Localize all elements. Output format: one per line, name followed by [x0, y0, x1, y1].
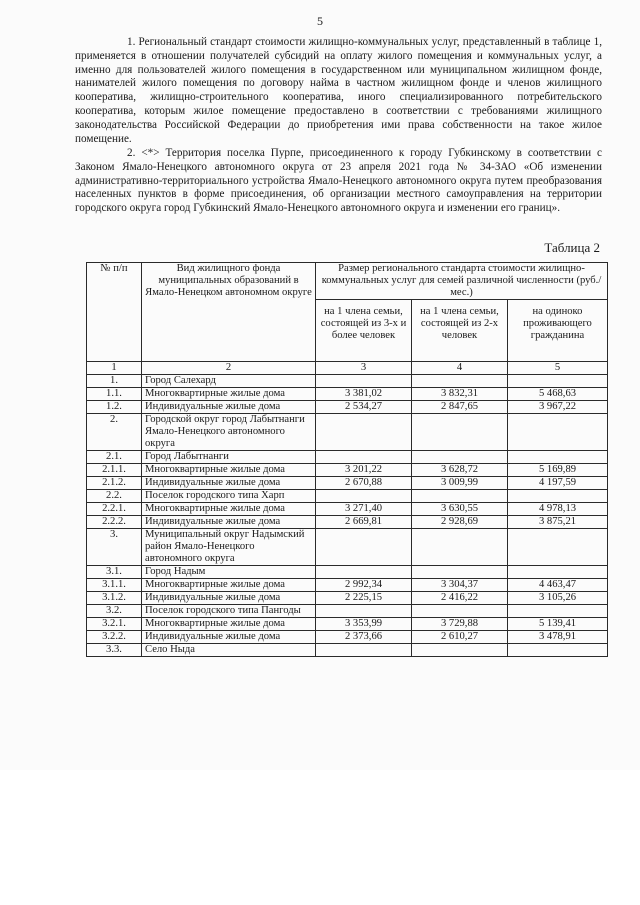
row-name: Индивидуальные жилые дома — [142, 477, 316, 490]
value-single: 3 875,21 — [508, 516, 608, 529]
row-name: Город Лабытнанги — [142, 451, 316, 464]
row-number: 2.1. — [87, 451, 142, 464]
row-name: Поселок городского типа Харп — [142, 490, 316, 503]
row-name: Многоквартирные жилые дома — [142, 579, 316, 592]
table-row — [87, 529, 608, 566]
value-single — [508, 375, 608, 388]
value-2: 2 847,65 — [412, 401, 508, 414]
value-single — [508, 605, 608, 618]
value-3plus — [316, 414, 412, 451]
value-2: 3 009,99 — [412, 477, 508, 490]
value-3plus: 2 669,81 — [316, 516, 412, 529]
table-row — [87, 401, 608, 414]
paragraph-2: 2. <*> Территория поселка Пурпе, присоединенного к городу Губкинскому в соответствии с Законом Ямало-Ненецкого автономного округа от 23 апреля 2021 года № 34-ЗАО «Об изменении административно-территориального устройства Ямало-Ненецкого автономного округа путем преобразования населенных пунктов в форме присоединения, об организации местного самоуправления на территории городского округа город Губкинский Ямало-Ненецкого автономного округа и изменении его границ». — [75, 147, 602, 215]
row-name: Муниципальный округ Надымский район Ямало-Ненецкого автономного округа — [142, 529, 316, 566]
table-row — [87, 592, 608, 605]
value-single: 5 468,63 — [508, 388, 608, 401]
row-name: Поселок городского типа Пангоды — [142, 605, 316, 618]
value-2: 3 304,37 — [412, 579, 508, 592]
header-sub-3: на одиноко проживающего гражданина — [508, 300, 608, 362]
value-single — [508, 529, 608, 566]
value-single: 4 463,47 — [508, 579, 608, 592]
table-row — [87, 516, 608, 529]
value-3plus — [316, 490, 412, 503]
header-num: № п/п — [87, 263, 142, 362]
value-2: 3 628,72 — [412, 464, 508, 477]
row-name: Многоквартирные жилые дома — [142, 618, 316, 631]
row-number: 3.1. — [87, 566, 142, 579]
value-3plus: 3 201,22 — [316, 464, 412, 477]
value-single: 3 967,22 — [508, 401, 608, 414]
value-2 — [412, 529, 508, 566]
table-row — [87, 375, 608, 388]
value-2: 3 630,55 — [412, 503, 508, 516]
standards-table — [86, 262, 608, 657]
value-2: 3 729,88 — [412, 618, 508, 631]
table-row — [87, 464, 608, 477]
row-number: 2. — [87, 414, 142, 451]
header-sub-1: на 1 члена семьи, состоящей из 3-х и более человек — [316, 300, 412, 362]
row-number: 1.2. — [87, 401, 142, 414]
table-row — [87, 503, 608, 516]
value-3plus: 2 225,15 — [316, 592, 412, 605]
table-row — [87, 618, 608, 631]
value-3plus — [316, 375, 412, 388]
row-name: Индивидуальные жилые дома — [142, 516, 316, 529]
index-cell: 1 — [87, 362, 142, 375]
row-number: 3.2. — [87, 605, 142, 618]
row-number: 2.2.1. — [87, 503, 142, 516]
row-number: 2.2. — [87, 490, 142, 503]
table-row — [87, 490, 608, 503]
table-row — [87, 451, 608, 464]
index-cell: 5 — [508, 362, 608, 375]
value-3plus: 3 271,40 — [316, 503, 412, 516]
index-row — [87, 362, 608, 375]
index-cell: 2 — [142, 362, 316, 375]
table-row — [87, 388, 608, 401]
value-single: 3 105,26 — [508, 592, 608, 605]
value-single — [508, 566, 608, 579]
value-3plus: 2 534,27 — [316, 401, 412, 414]
row-number: 3.2.1. — [87, 618, 142, 631]
row-name: Город Салехард — [142, 375, 316, 388]
value-2: 2 416,22 — [412, 592, 508, 605]
value-single — [508, 644, 608, 657]
row-number: 3.2.2. — [87, 631, 142, 644]
index-cell: 4 — [412, 362, 508, 375]
value-2 — [412, 490, 508, 503]
row-number: 2.1.2. — [87, 477, 142, 490]
header-sub-2: на 1 члена семьи, состоящей из 2-х человек — [412, 300, 508, 362]
value-3plus: 2 373,66 — [316, 631, 412, 644]
table-row — [87, 631, 608, 644]
value-single: 3 478,91 — [508, 631, 608, 644]
value-2 — [412, 375, 508, 388]
index-cell: 3 — [316, 362, 412, 375]
table-row — [87, 579, 608, 592]
row-name: Село Ныда — [142, 644, 316, 657]
value-2 — [412, 644, 508, 657]
value-3plus — [316, 605, 412, 618]
row-number: 2.2.2. — [87, 516, 142, 529]
table-row — [87, 414, 608, 451]
page-background — [0, 770, 640, 905]
row-number: 3.1.1. — [87, 579, 142, 592]
value-3plus — [316, 451, 412, 464]
value-3plus: 3 353,99 — [316, 618, 412, 631]
value-3plus: 2 670,88 — [316, 477, 412, 490]
value-2 — [412, 605, 508, 618]
row-number: 1.1. — [87, 388, 142, 401]
value-single — [508, 414, 608, 451]
table-row — [87, 477, 608, 490]
row-number: 2.1.1. — [87, 464, 142, 477]
row-number: 1. — [87, 375, 142, 388]
value-3plus: 2 992,34 — [316, 579, 412, 592]
row-name: Городской округ город Лабытнанги Ямало-Ненецкого автономного округа — [142, 414, 316, 451]
value-3plus — [316, 644, 412, 657]
value-3plus — [316, 529, 412, 566]
row-name: Город Надым — [142, 566, 316, 579]
table-row — [87, 644, 608, 657]
value-single: 5 139,41 — [508, 618, 608, 631]
value-single — [508, 490, 608, 503]
header-type: Вид жилищного фонда муниципальных образований в Ямало-Ненецком автономном округе — [142, 263, 316, 362]
value-2: 2 610,27 — [412, 631, 508, 644]
page-number: 5 — [317, 14, 323, 28]
table-caption: Таблица 2 — [544, 240, 600, 255]
table-row — [87, 605, 608, 618]
value-2 — [412, 414, 508, 451]
value-2: 2 928,69 — [412, 516, 508, 529]
value-2 — [412, 451, 508, 464]
row-name: Многоквартирные жилые дома — [142, 503, 316, 516]
header-group: Размер регионального стандарта стоимости жилищно-коммунальных услуг для семей различной численности (руб./мес.) — [316, 263, 608, 300]
value-single — [508, 451, 608, 464]
row-name: Многоквартирные жилые дома — [142, 388, 316, 401]
value-single: 4 978,13 — [508, 503, 608, 516]
value-3plus — [316, 566, 412, 579]
row-name: Индивидуальные жилые дома — [142, 401, 316, 414]
value-2: 3 832,31 — [412, 388, 508, 401]
row-number: 3.1.2. — [87, 592, 142, 605]
row-name: Многоквартирные жилые дома — [142, 464, 316, 477]
row-name: Индивидуальные жилые дома — [142, 592, 316, 605]
row-name: Индивидуальные жилые дома — [142, 631, 316, 644]
table-row — [87, 566, 608, 579]
value-single: 4 197,59 — [508, 477, 608, 490]
value-2 — [412, 566, 508, 579]
value-single: 5 169,89 — [508, 464, 608, 477]
row-number: 3. — [87, 529, 142, 566]
row-number: 3.3. — [87, 644, 142, 657]
value-3plus: 3 381,02 — [316, 388, 412, 401]
paragraph-1: 1. Региональный стандарт стоимости жилищно-коммунальных услуг, представленный в таблице 1, применяется в отношении получателей субсидий на оплату жилого помещения и коммунальных услуг, а именно для пользователей жилого помещения в государственном или муниципальном жилищном фонде, нанимателей жилого помещения по договору найма в частном жилищном фонде и членов жилищного кооператива, жилищно-строительного кооператива, иного специализированного потребительского кооператива, которым жилое помещение предоставлено в соответствии с требованиями жилищного законодательства Российской Федерации до приобретения ими права собственности на такое жилое помещение. — [75, 36, 602, 145]
